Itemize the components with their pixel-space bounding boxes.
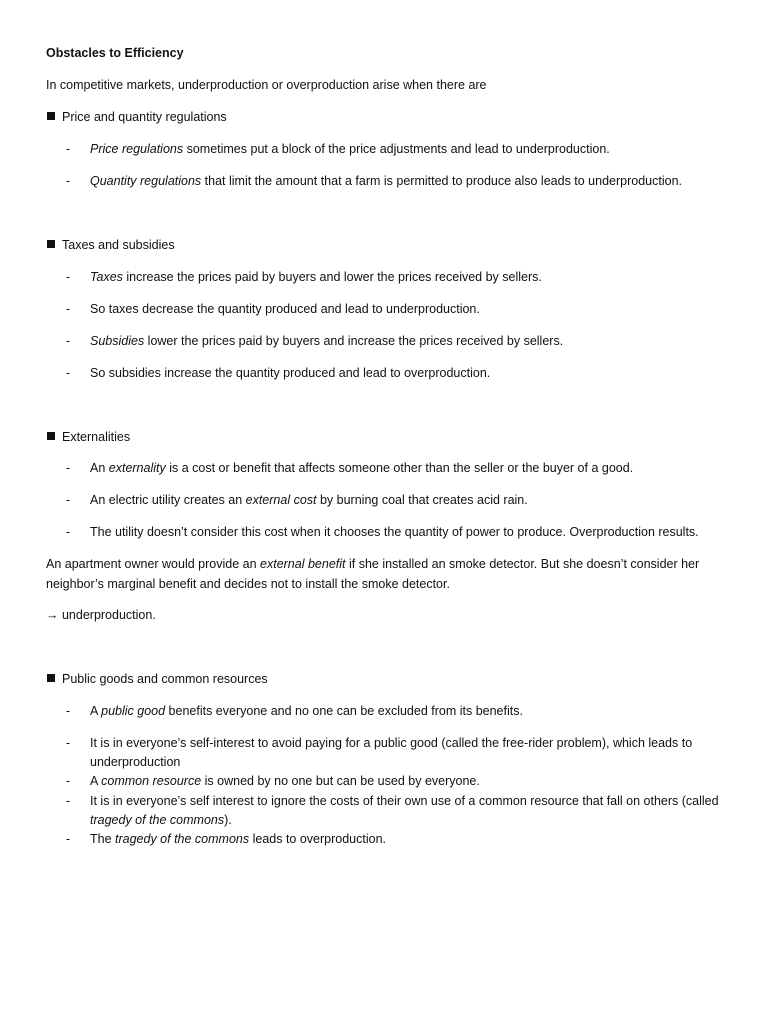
dash-bullet: - (66, 461, 71, 475)
item-text: lower the prices paid by buyers and increase the prices received by sellers. (144, 334, 564, 348)
item-text: A (90, 774, 102, 788)
dash-bullet: - (66, 525, 71, 539)
item-text: So taxes decrease the quantity produced and lead to underproduction. (90, 302, 480, 316)
dash-bullet: - (66, 302, 71, 316)
page-title: Obstacles to Efficiency (46, 46, 184, 60)
item-text: leads to overproduction. (249, 832, 387, 846)
square-bullet-icon (47, 674, 55, 682)
dash-bullet: - (66, 832, 71, 846)
item-text: ). (224, 813, 232, 827)
item-text: A (90, 704, 102, 718)
item-emphasis: Quantity regulations (90, 174, 202, 188)
dash-bullet: - (66, 774, 71, 788)
item-emphasis: common resource (101, 774, 202, 788)
item-text: An (90, 461, 109, 475)
item-text: It is in everyone’s self interest to ignore the costs of their own use of a common resource that fall on others (called (90, 794, 719, 808)
item-emphasis: tragedy of the commons (115, 832, 250, 846)
item-emphasis: Price regulations (90, 142, 184, 156)
item-text: increase the prices paid by buyers and lower the prices received by sellers. (122, 270, 542, 284)
section-heading (47, 670, 268, 688)
item-emphasis: Subsidies (90, 334, 145, 348)
section-heading-label: Taxes and subsidies (62, 238, 175, 252)
dash-bullet: - (66, 366, 71, 380)
item-emphasis: public good (101, 704, 166, 718)
section-heading (47, 108, 227, 126)
square-bullet-icon (47, 240, 55, 248)
item-text: sometimes put a block of the price adjustments and lead to underproduction. (183, 142, 610, 156)
item-text: that limit the amount that a farm is permitted to produce also leads to underproduction. (201, 174, 683, 188)
paragraph (46, 554, 726, 594)
dash-bullet: - (66, 142, 71, 156)
dash-bullet: - (66, 704, 71, 718)
item-text: The utility doesn’t consider this cost when it chooses the quantity of power to produce. Overproduction results. (90, 525, 699, 539)
section-heading-label: Price and quantity regulations (62, 110, 227, 124)
dash-bullet: - (66, 794, 71, 808)
item-text: So subsidies increase the quantity produced and lead to overproduction. (90, 366, 491, 380)
dash-bullet: - (66, 334, 71, 348)
dash-bullet: - (66, 736, 71, 750)
item-text: by burning coal that creates acid rain. (316, 493, 528, 507)
arrow-line-text: underproduction. (58, 608, 156, 622)
item-text: benefits everyone and no one can be excluded from its benefits. (165, 704, 523, 718)
dash-bullet: - (66, 493, 71, 507)
arrow-line (46, 606, 156, 624)
dash-bullet: - (66, 174, 71, 188)
paragraph-emphasis: external benefit (260, 557, 346, 571)
paragraph-text: if she installed an smoke detector. But she doesn’t consider her neighbor’s marginal benefit and decides not to install the smoke detector. (46, 557, 700, 591)
item-text: is owned by no one but can be used by everyone. (201, 774, 480, 788)
item-text: It is in everyone’s self-interest to avoid paying for a public good (called the free-rider problem), which leads to underproduction (90, 736, 693, 769)
item-emphasis: Taxes (90, 270, 123, 284)
item-emphasis: external cost (245, 493, 317, 507)
item-text: is a cost or benefit that affects someone other than the seller or the buyer of a good. (165, 461, 634, 475)
dash-bullet: - (66, 270, 71, 284)
section-heading (47, 236, 175, 254)
item-emphasis: externality (108, 461, 166, 475)
intro-text: In competitive markets, underproduction or overproduction arise when there are (46, 78, 487, 92)
item-text: An electric utility creates an (90, 493, 246, 507)
paragraph-text: An apartment owner would provide an (46, 557, 261, 571)
section-heading-label: Public goods and common resources (62, 672, 268, 686)
section-heading (47, 428, 130, 446)
square-bullet-icon (47, 432, 55, 440)
right-arrow-icon: → (46, 608, 59, 622)
section-heading-label: Externalities (62, 430, 131, 444)
item-text: The (90, 832, 116, 846)
square-bullet-icon (47, 112, 55, 120)
item-emphasis: tragedy of the commons (90, 813, 225, 827)
